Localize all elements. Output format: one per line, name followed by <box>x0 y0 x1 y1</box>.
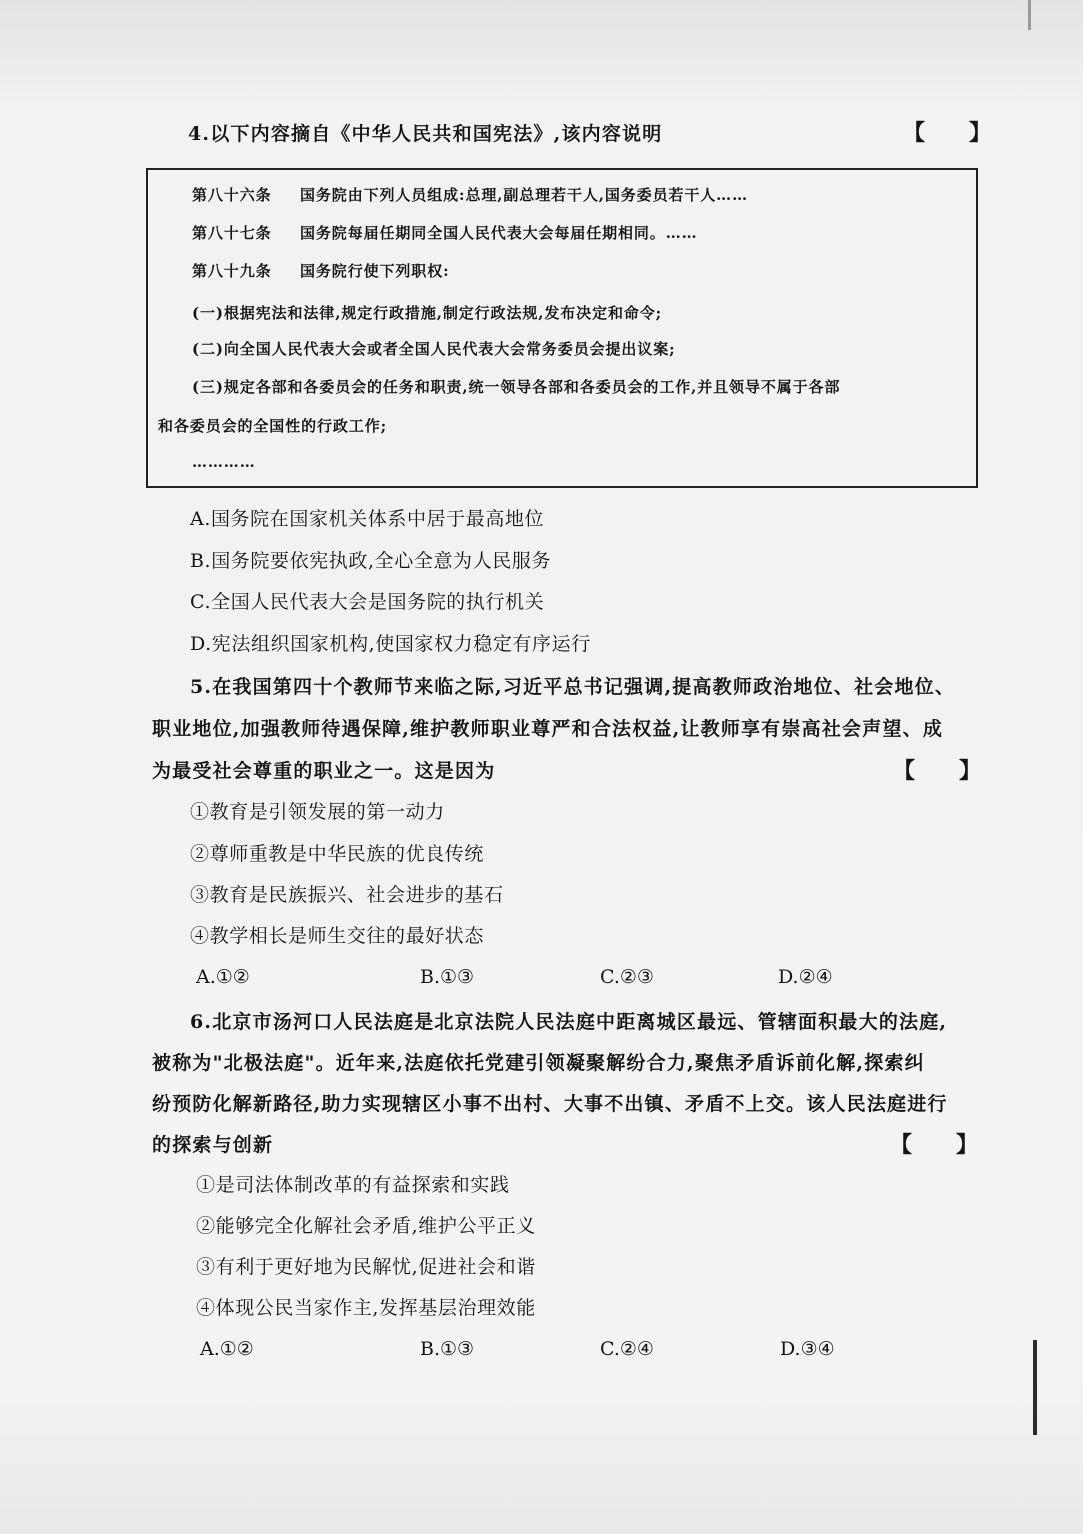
page-edge-shadow <box>1028 0 1031 30</box>
article-87-text: 国务院每届任期同全国人民代表大会每届任期相同。…… <box>300 224 698 242</box>
question-4-option-b[interactable]: B.国务院要依宪执政,全心全意为人民服务 <box>190 550 552 572</box>
question-5-answer-bracket[interactable]: 【 】 <box>893 758 982 784</box>
question-4-answer-bracket[interactable]: 【 】 <box>903 120 992 146</box>
question-6-statement-4: ④体现公民当家作主,发挥基层治理效能 <box>196 1297 536 1319</box>
article-89-number: 第八十九条 <box>192 262 272 280</box>
article-86-text: 国务院由下列人员组成:总理,副总理若干人,国务委员若干人…… <box>300 186 748 204</box>
article-86-number: 第八十六条 <box>192 186 272 204</box>
question-5-stem-line-1: 5.在我国第四十个教师节来临之际,习近平总书记强调,提高教师政治地位、社会地位、 <box>190 676 956 698</box>
question-6-statement-2: ②能够完全化解社会矛盾,维护公平正义 <box>196 1215 536 1237</box>
constitution-excerpt-box <box>146 168 978 488</box>
question-6-statement-3: ③有利于更好地为民解忧,促进社会和谐 <box>196 1256 536 1278</box>
question-6-choice-c[interactable]: C.②④ <box>600 1338 654 1360</box>
question-6-choice-d[interactable]: D.③④ <box>780 1338 835 1360</box>
article-89-item-3-continued: 和各委员会的全国性的行政工作; <box>158 417 388 435</box>
question-5-stem-line-3: 为最受社会尊重的职业之一。这是因为 <box>152 760 496 782</box>
question-5-choice-c[interactable]: C.②③ <box>600 966 654 988</box>
excerpt-ellipsis: ………… <box>192 453 256 471</box>
question-6-choice-b[interactable]: B.①③ <box>420 1338 475 1360</box>
question-5-choice-d[interactable]: D.②④ <box>778 966 833 988</box>
article-89-item-1: (一)根据宪法和法律,规定行政措施,制定行政法规,发布决定和命令; <box>192 304 663 322</box>
article-89-item-2: (二)向全国人民代表大会或者全国人民代表大会常务委员会提出议案; <box>192 340 676 358</box>
question-5-choice-b[interactable]: B.①③ <box>420 966 475 988</box>
article-89-text: 国务院行使下列职权: <box>300 262 450 280</box>
question-5-choice-a[interactable]: A.①② <box>196 966 250 988</box>
question-4-option-a[interactable]: A.国务院在国家机关体系中居于最高地位 <box>190 508 545 530</box>
question-6-stem-line-3: 纷预防化解新路径,助力实现辖区小事不出村、大事不出镇、矛盾不上交。该人民法庭进行 <box>152 1093 948 1115</box>
question-5-stem-line-2: 职业地位,加强教师待遇保障,维护教师职业尊严和合法权益,让教师享有崇高社会声望、成 <box>152 718 944 740</box>
question-6-statement-1: ①是司法体制改革的有益探索和实践 <box>196 1174 510 1196</box>
article-86 <box>192 188 748 203</box>
question-6-stem-line-4: 的探索与创新 <box>152 1134 274 1156</box>
question-4-option-d[interactable]: D.宪法组织国家机构,使国家权力稳定有序运行 <box>190 633 591 655</box>
question-6-answer-bracket[interactable]: 【 】 <box>890 1132 979 1158</box>
article-89 <box>192 264 450 279</box>
question-6-choice-a[interactable]: A.①② <box>200 1338 254 1360</box>
question-6-stem-line-1: 6.北京市汤河口人民法庭是北京法院人民法庭中距离城区最远、管辖面积最大的法庭, <box>190 1011 948 1033</box>
article-87 <box>192 226 698 241</box>
question-4-option-c[interactable]: C.全国人民代表大会是国务院的执行机关 <box>190 591 545 613</box>
article-87-number: 第八十七条 <box>192 224 272 242</box>
question-5-statement-3: ③教育是民族振兴、社会进步的基石 <box>190 884 504 906</box>
question-5-statement-2: ②尊师重教是中华民族的优良传统 <box>190 843 485 865</box>
question-5-statement-4: ④教学相长是师生交往的最好状态 <box>190 925 485 947</box>
question-5-statement-1: ①教育是引领发展的第一动力 <box>190 801 445 823</box>
question-6-stem-line-2: 被称为"北极法庭"。近年来,法庭依托党建引领凝聚解纷合力,聚焦矛盾诉前化解,探索纠 <box>152 1052 925 1074</box>
question-4-stem: 4.以下内容摘自《中华人民共和国宪法》,该内容说明 <box>188 123 663 145</box>
page-edge-shadow <box>1033 1340 1037 1435</box>
article-89-item-3: (三)规定各部和各委员会的任务和职责,统一领导各部和各委员会的工作,并且领导不属于各部 <box>192 378 841 396</box>
